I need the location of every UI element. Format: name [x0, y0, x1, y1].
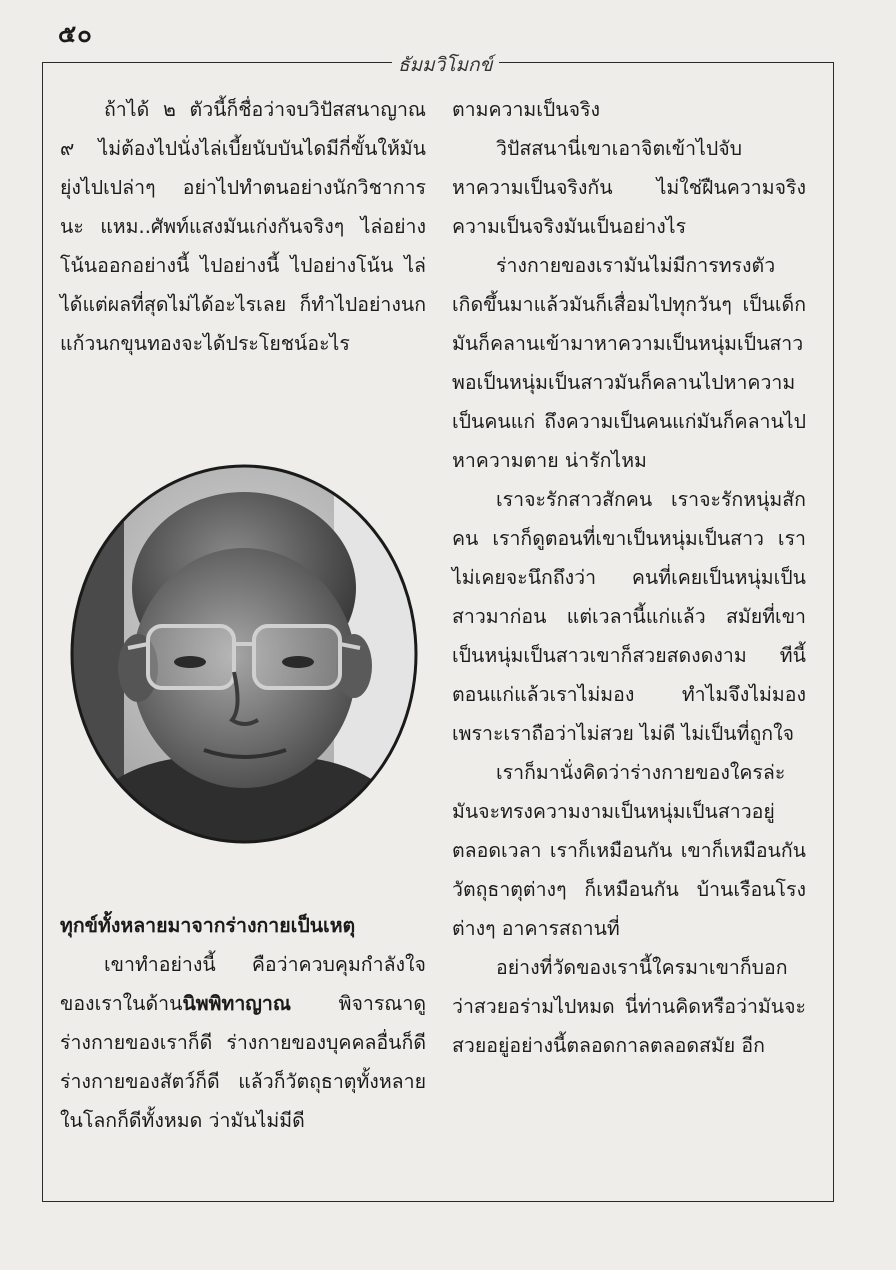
left-paragraph-2: [60, 945, 426, 1140]
right-paragraph-2: วิปัสสนานี่เขาเอาจิตเข้าไปจับหาความเป็นจริงกัน ไม่ใช่ฝืนความจริง ความเป็นจริงมันเป็นอย่างไร: [452, 137, 806, 238]
monk-portrait: [64, 458, 424, 850]
right-paragraph-1: ตามความเป็นจริง: [452, 98, 601, 121]
right-paragraph-3: ร่างกายของเรามันไม่มีการทรงตัว เกิดขึ้นมาแล้วมันก็เสื่อมไปทุกวันๆ เป็นเด็กมันก็คลานเข้ามาหาความเป็นหนุ่มเป็นสาว พอเป็นหนุ่มเป็นสาวมันก็คลานไปหาความเป็นคนแก่ ถึงความเป็นคนแก่มันก็คลานไปหาความตาย น่ารักไหม: [452, 254, 806, 472]
bold-term: นิพพิทาญาณ: [182, 992, 291, 1015]
left-paragraph-1: ถ้าได้ ๒ ตัวนี้ก็ชื่อว่าจบวิปัสสนาญาณ ๙ ไม่ต้องไปนั่งไล่เบี้ยนับบันไดมีกี่ขั้นให้มันยุ่งไปเปล่าๆ อย่าไปทำตนอย่างนักวิชาการนะ แหม..ศัพท์แสงมันเก่งกันจริงๆ ไล่อย่างโน้นออกอย่างนี้ ไปอย่างนี้ ไปอย่างโน้น ไล่ได้แต่ผลที่สุดไม่ได้อะไรเลย ก็ทำไปอย่างนกแก้วนกขุนทองจะได้ประโยชน์อะไร: [60, 98, 426, 355]
portrait-image: [64, 458, 424, 850]
right-paragraph-5: เราก็มานั่งคิดว่าร่างกายของใครล่ะ มันจะทรงความงามเป็นหนุ่มเป็นสาวอยู่ตลอดเวลา เราก็เหมือนกัน เขาก็เหมือนกัน วัตถุธาตุต่างๆ ก็เหมือนกัน บ้านเรือนโรงต่างๆ อาคารสถานที่: [452, 761, 806, 940]
left-paragraph-2-start: เขาทำอย่างนี้ คือว่าควบคุมกำลังใจของเราในด้าน: [60, 953, 426, 1015]
page-number: ๕๐: [58, 20, 93, 48]
left-column-bottom: [60, 906, 426, 1140]
section-heading: ทุกข์ทั้งหลายมาจากร่างกายเป็นเหตุ: [60, 914, 356, 937]
left-paragraph-2-end: พิจารณาดูร่างกายของเราก็ดี ร่างกายของบุคคลอื่นก็ดี ร่างกายของสัตว์ก็ดี แล้วก็วัตถุธาตุทั้งหลายในโลกก็ดีทั้งหมด ว่ามันไม่มีดี: [60, 992, 426, 1132]
right-paragraph-4: เราจะรักสาวสักคน เราจะรักหนุ่มสักคน เราก็ดูตอนที่เขาเป็นหนุ่มเป็นสาว เราไม่เคยจะนึกถึงว่า คนที่เคยเป็นหนุ่มเป็นสาวมาก่อน แต่เวลานี้แก่แล้ว สมัยที่เขาเป็นหนุ่มเป็นสาวเขาก็สวยสดงดงาม ทีนี้ตอนแก่แล้วเราไม่มอง ทำไมจึงไม่มอง เพราะเราถือว่าไม่สวย ไม่ดี ไม่เป็นที่ถูกใจ: [452, 488, 806, 745]
left-column: [60, 90, 426, 363]
running-head: ธัมมวิโมกข์: [392, 50, 499, 80]
right-column: [452, 90, 806, 1065]
right-paragraph-6: อย่างที่วัดของเรานี้ใครมาเขาก็บอกว่าสวยอร่ามไปหมด นี่ท่านคิดหรือว่ามันจะสวยอยู่อย่างนี้ตลอดกาลตลอดสมัย อีก: [452, 956, 806, 1057]
